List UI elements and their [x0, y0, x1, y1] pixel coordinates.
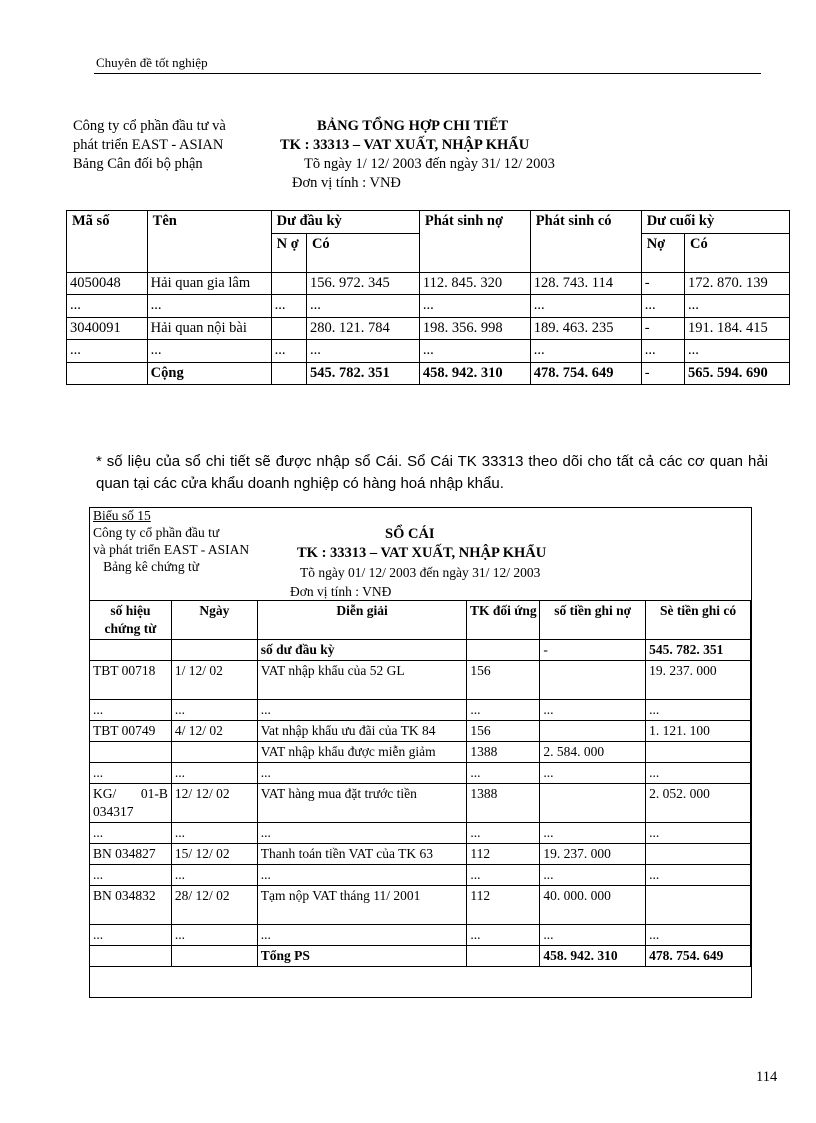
cell-close-co: ... — [685, 340, 790, 363]
company-line-2: phát triển EAST - ASIAN — [73, 137, 224, 153]
cell-contra: ... — [467, 763, 540, 784]
cell-date: 15/ 12/ 02 — [171, 844, 257, 865]
cell-desc: VAT nhập khẩu được miễn giảm — [257, 742, 467, 763]
cell-credit: ... — [646, 763, 751, 784]
cell-credit — [646, 844, 751, 865]
cell-contra: 156 — [467, 721, 540, 742]
company-line-3: Bảng Cân đối bộ phận — [73, 156, 203, 172]
cell-date: 28/ 12/ 02 — [171, 886, 257, 925]
cell-close-co: 191. 184. 415 — [685, 317, 790, 340]
cell-open-no — [271, 272, 306, 295]
cell-close-no: - — [641, 317, 684, 340]
cell-desc: ... — [257, 925, 467, 946]
cell-contra: ... — [467, 925, 540, 946]
ledger-header-row — [90, 601, 751, 640]
table-row — [90, 823, 751, 844]
cell-debit: ... — [540, 925, 646, 946]
table-row — [90, 865, 751, 886]
cell-debit: 19. 237. 000 — [540, 844, 646, 865]
cell-open-co: 280. 121. 784 — [306, 317, 419, 340]
cell-date: ... — [171, 925, 257, 946]
col-opening-co-header: Có — [306, 233, 419, 272]
col-closing-co-header: Có — [685, 233, 790, 272]
cell-credit: ... — [646, 700, 751, 721]
cell-name: ... — [147, 295, 271, 318]
cell-doc: ... — [90, 865, 172, 886]
col-opening-no-header: N ợ — [271, 233, 306, 272]
form-number: Biểu số 15 — [93, 508, 151, 523]
cell-debit — [540, 721, 646, 742]
cell-date: ... — [171, 700, 257, 721]
table-row — [67, 317, 790, 340]
table-row — [90, 700, 751, 721]
company-line-1: Công ty cổ phần đầu tư và — [73, 118, 226, 134]
table-row — [90, 742, 751, 763]
cell-code: ... — [67, 340, 148, 363]
cell-debit: 40. 000. 000 — [540, 886, 646, 925]
ledger-period: Tõ ngày 01/ 12/ 2003 đến ngày 31/ 12/ 2003 — [300, 565, 541, 580]
col-date-header: Ngày — [171, 601, 257, 640]
cell-contra: 156 — [467, 661, 540, 700]
cell-ps-co: 189. 463. 235 — [530, 317, 641, 340]
page-number: 114 — [756, 1069, 778, 1085]
running-header: Chuyên đề tốt nghiệp — [96, 55, 208, 70]
ledger-total-row — [90, 946, 751, 967]
col-name-header: Tên — [147, 211, 271, 273]
ledger-total-credit: 478. 754. 649 — [646, 946, 751, 967]
cell-desc: VAT hàng mua đặt trước tiền — [257, 784, 467, 823]
cell-date: 12/ 12/ 02 — [171, 784, 257, 823]
ledger-opening-row — [90, 640, 751, 661]
summary-table — [66, 210, 790, 385]
ledger-unit: Đơn vị tính : VNĐ — [290, 584, 392, 599]
header-rule — [94, 73, 761, 74]
cell-debit: 2. 584. 000 — [540, 742, 646, 763]
cell-date: ... — [171, 823, 257, 844]
col-code-header: Mã số — [67, 211, 148, 273]
ledger-account: TK : 33313 – VAT XUẤT, NHẬP KHẨU — [297, 545, 547, 561]
total-open-co: 545. 782. 351 — [306, 362, 419, 385]
report-title: BẢNG TỔNG HỢP CHI TIẾT — [317, 118, 509, 134]
cell-desc: ... — [257, 700, 467, 721]
cell-ps-co: ... — [530, 295, 641, 318]
cell-open-co: 156. 972. 345 — [306, 272, 419, 295]
cell-credit: ... — [646, 865, 751, 886]
cell-open-no: ... — [271, 295, 306, 318]
cell-code: 3040091 — [67, 317, 148, 340]
col-credit-header: Sè tiền ghi có — [646, 601, 751, 640]
cell-debit: ... — [540, 700, 646, 721]
cell-credit: 19. 237. 000 — [646, 661, 751, 700]
table-header-row — [67, 211, 790, 234]
cell-code: ... — [67, 295, 148, 318]
cell-date: 1/ 12/ 02 — [171, 661, 257, 700]
cell-name: Hải quan nội bài — [147, 317, 271, 340]
table-row — [90, 721, 751, 742]
cell-ps-no: ... — [419, 340, 530, 363]
cell-debit: ... — [540, 823, 646, 844]
total-ps-co: 478. 754. 649 — [530, 362, 641, 385]
cell-ps-no: ... — [419, 295, 530, 318]
cell-name: ... — [147, 340, 271, 363]
cell-contra: 1388 — [467, 784, 540, 823]
cell-credit: 2. 052. 000 — [646, 784, 751, 823]
cell-date: ... — [171, 865, 257, 886]
ledger-header-left — [93, 507, 249, 575]
ledger-company-line-2: và phát triển EAST - ASIAN — [93, 542, 250, 557]
col-credit-arising-header: Phát sinh có — [530, 211, 641, 273]
table-total-row — [67, 362, 790, 385]
cell-credit — [646, 742, 751, 763]
cell-doc: ... — [90, 763, 172, 784]
table-row — [90, 661, 751, 700]
cell-credit: ... — [646, 823, 751, 844]
col-debit-arising-header: Phát sinh nợ — [419, 211, 530, 273]
col-debit-header: số tiền ghi nợ — [540, 601, 646, 640]
total-ps-no: 458. 942. 310 — [419, 362, 530, 385]
cell-open-co: ... — [306, 295, 419, 318]
cell-close-co: ... — [685, 295, 790, 318]
cell-contra: 112 — [467, 886, 540, 925]
cell-ps-co: ... — [530, 340, 641, 363]
cell-desc: ... — [257, 865, 467, 886]
col-closing-no-header: Nợ — [641, 233, 684, 272]
cell-contra: ... — [467, 700, 540, 721]
total-close-co: 565. 594. 690 — [685, 362, 790, 385]
cell-open-no — [271, 317, 306, 340]
cell-desc: Vat nhập khẩu ưu đãi của TK 84 — [257, 721, 467, 742]
cell-desc: ... — [257, 763, 467, 784]
cell-desc: Tạm nộp VAT tháng 11/ 2001 — [257, 886, 467, 925]
cell-doc: ... — [90, 823, 172, 844]
cell-credit: ... — [646, 925, 751, 946]
cell-contra: 112 — [467, 844, 540, 865]
ledger-total-label: Tổng PS — [257, 946, 467, 967]
company-info — [73, 117, 226, 174]
cell-date — [171, 742, 257, 763]
opening-debit: - — [540, 640, 646, 661]
report-unit: Đơn vị tính : VNĐ — [292, 175, 401, 191]
table-row — [90, 886, 751, 925]
note-paragraph: * số liệu của sổ chi tiết sẽ được nhập sổ Cái. Sổ Cái TK 33313 theo dõi cho tất cả các cơ quan hải quan tại các cửa khẩu doanh nghiệp có hàng hoá nhập khẩu. — [96, 453, 768, 492]
cell-ps-no: 198. 356. 998 — [419, 317, 530, 340]
cell-doc: TBT 00749 — [90, 721, 172, 742]
cell-credit — [646, 886, 751, 925]
cell-code: 4050048 — [67, 272, 148, 295]
ledger-doc-type: Bảng kê chứng từ — [93, 559, 200, 574]
cell-doc: BN 034832 — [90, 886, 172, 925]
ledger-total-debit: 458. 942. 310 — [540, 946, 646, 967]
total-label: Cộng — [147, 362, 271, 385]
table-row — [67, 340, 790, 363]
col-opening-header: Dư đầu kỳ — [271, 211, 419, 234]
ledger-title: SỔ CÁI — [385, 526, 435, 542]
cell-contra: ... — [467, 823, 540, 844]
opening-label: số dư đầu kỳ — [257, 640, 467, 661]
cell-ps-no: 112. 845. 320 — [419, 272, 530, 295]
col-desc-header: Diễn giải — [257, 601, 467, 640]
cell-open-co: ... — [306, 340, 419, 363]
cell-doc: ... — [90, 925, 172, 946]
report-period: Tõ ngày 1/ 12/ 2003 đến ngày 31/ 12/ 2003 — [304, 156, 555, 172]
cell-doc: ... — [90, 700, 172, 721]
cell-doc: KG/ 01-B 034317 — [90, 784, 172, 823]
cell-debit — [540, 784, 646, 823]
cell-name: Hải quan gia lâm — [147, 272, 271, 295]
cell-date: ... — [171, 763, 257, 784]
cell-doc — [90, 742, 172, 763]
cell-debit: ... — [540, 763, 646, 784]
cell-close-co: 172. 870. 139 — [685, 272, 790, 295]
table-row — [90, 763, 751, 784]
col-contra-header: TK đối ứng — [467, 601, 540, 640]
cell-desc: VAT nhập khẩu của 52 GL — [257, 661, 467, 700]
cell-ps-co: 128. 743. 114 — [530, 272, 641, 295]
total-close-no: - — [641, 362, 684, 385]
table-row — [90, 925, 751, 946]
ledger-table — [89, 600, 751, 967]
table-row — [90, 784, 751, 823]
cell-doc: TBT 00718 — [90, 661, 172, 700]
cell-contra: 1388 — [467, 742, 540, 763]
cell-date: 4/ 12/ 02 — [171, 721, 257, 742]
table-row — [90, 844, 751, 865]
cell-debit — [540, 661, 646, 700]
col-doc-header: số hiệu chứng từ — [90, 601, 172, 640]
cell-close-no: - — [641, 272, 684, 295]
cell-open-no: ... — [271, 340, 306, 363]
col-closing-header: Dư cuối kỳ — [641, 211, 789, 234]
report-account: TK : 33313 – VAT XUẤT, NHẬP KHẨU — [280, 137, 530, 153]
cell-debit: ... — [540, 865, 646, 886]
table-row — [67, 272, 790, 295]
table-row — [67, 295, 790, 318]
cell-doc: BN 034827 — [90, 844, 172, 865]
cell-desc: Thanh toán tiền VAT của TK 63 — [257, 844, 467, 865]
cell-credit: 1. 121. 100 — [646, 721, 751, 742]
cell-desc: ... — [257, 823, 467, 844]
opening-credit: 545. 782. 351 — [646, 640, 751, 661]
cell-close-no: ... — [641, 295, 684, 318]
report-heading — [280, 117, 555, 193]
cell-close-no: ... — [641, 340, 684, 363]
cell-contra: ... — [467, 865, 540, 886]
ledger-company-line-1: Công ty cổ phần đầu tư — [93, 525, 220, 540]
